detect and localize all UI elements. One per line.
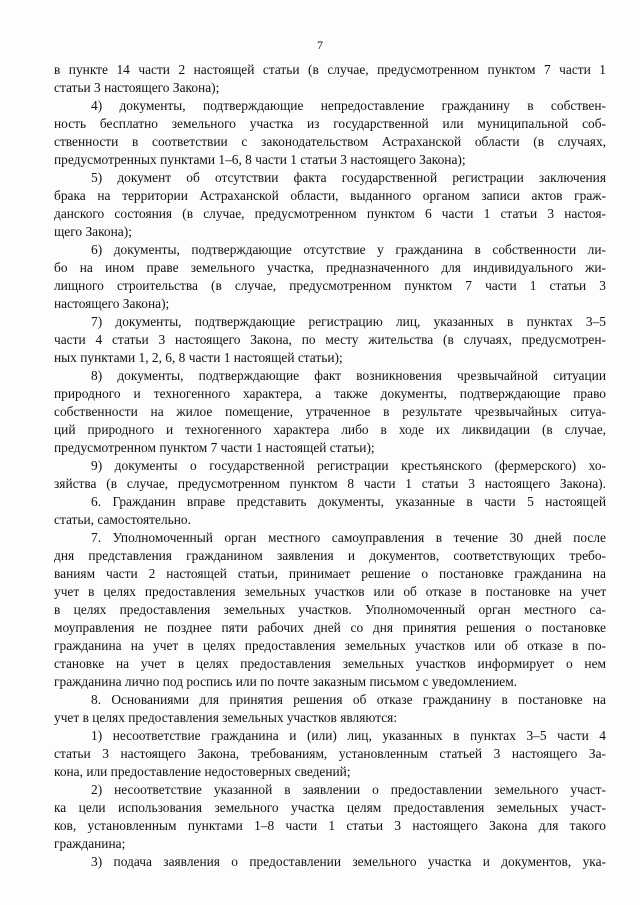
text-line: природного и техногенного характера, а также документы, подтверждающие право [54, 386, 606, 401]
text-line: в пункте 14 части 2 настоящей статьи (в случае, предусмотренном пунктом 7 части 1 [54, 62, 606, 77]
text-line: учет в целях предоставления земельных участков или об отказе в постановке на учет [54, 584, 606, 599]
text-line: ка цели использования земельного участка целям предоставления земельных участ- [54, 800, 606, 815]
text-line: статьи 3 настоящего Закона); [54, 80, 220, 95]
text-line: 6. Гражданин вправе представить документы, указанные в части 5 настоящей [91, 494, 606, 509]
text-line: ность бесплатно земельного участка из государственной или муниципальной соб- [54, 116, 606, 131]
text-line: 8. Основаниями для принятия решения об отказе гражданину в постановке на [91, 692, 606, 707]
text-line: 9) документы о государственной регистрации крестьянского (фермерского) хо- [91, 458, 606, 473]
text-line: 3) подача заявления о предоставлении земельного участка и документов, ука- [91, 854, 606, 869]
page-number: 7 [317, 38, 323, 52]
text-line: дня представления гражданином заявления и документов, соответствующих требо- [54, 548, 606, 563]
text-line: предусмотренных пунктами 1–6, 8 части 1 статьи 3 настоящего Закона); [54, 152, 466, 167]
text-line: части 4 статьи 3 настоящего Закона, по месту жительства (в случаях, предусмотрен- [54, 332, 606, 347]
text-line: 1) несоответствие гражданина и (или) лиц, указанных в пунктах 3–5 части 4 [91, 728, 606, 743]
text-line: бо на ином праве земельного участка, предназначенного для индивидуального жи- [54, 260, 606, 275]
text-line: статьи, самостоятельно. [54, 512, 191, 527]
text-line: зяйства (в случае, предусмотренном пунктом 8 части 1 статьи 3 настоящего Закона). [54, 476, 606, 491]
text-line: 7. Уполномоченный орган местного самоуправления в течение 30 дней после [91, 530, 606, 545]
text-line: гражданина; [54, 836, 126, 851]
text-line: моуправления не позднее пяти рабочих дней со дня принятия решения о постановке [54, 620, 606, 635]
text-line: ственности в соответствии с законодательством Астраханской области (в случаях, [54, 134, 606, 149]
text-line: 7) документы, подтверждающие регистрацию лиц, указанных в пунктах 3–5 [91, 314, 606, 329]
text-line: 5) документ об отсутствии факта государственной регистрации заключения [91, 170, 606, 185]
text-line: становке на учет в целях предоставления земельных участков информирует о нем [54, 656, 606, 671]
text-line: кона, или предоставление недостоверных сведений; [54, 764, 351, 779]
text-line: гражданина лично под роспись или по почте заказным письмом с уведомлением. [54, 674, 518, 689]
text-line: ков, установленным пунктами 1–8 части 1 статьи 3 настоящего Закона для такого [54, 818, 606, 833]
text-line: собственности на жилое помещение, утраченное в результате чрезвычайных ситуа- [54, 404, 606, 419]
text-line: статьи 3 настоящего Закона, требованиям, установленным статьей 3 настоящего За- [54, 746, 606, 761]
text-line: гражданина на учет в целях предоставления земельных участков или об отказе в по- [54, 638, 606, 653]
text-line: 8) документы, подтверждающие факт возникновения чрезвычайной ситуации [91, 368, 606, 383]
text-line: настоящего Закона); [54, 296, 170, 311]
text-line: щего Закона); [54, 224, 132, 239]
text-line: 4) документы, подтверждающие непредоставление гражданину в собствен- [91, 98, 606, 113]
document-body [54, 61, 606, 871]
text-line: ций природного и техногенного характера либо в ходе их ликвидации (в случае, [54, 422, 606, 437]
text-line: предусмотренном пунктом 7 части 1 настоящей статьи); [54, 440, 375, 455]
text-line: ваниям части 2 настоящей статьи, принимает решение о постановке гражданина на [54, 566, 606, 581]
text-line: 6) документы, подтверждающие отсутствие у гражданина в собственности ли- [91, 242, 606, 257]
text-line: учет в целях предоставления земельных участков являются: [54, 710, 398, 725]
text-line: лищного строительства (в случае, предусмотренном пунктом 7 части 1 статьи 3 [54, 278, 606, 293]
text-line: брака на территории Астраханской области, выданного органом записи актов граж- [54, 188, 606, 203]
text-line: ных пунктами 1, 2, 6, 8 части 1 настоящей статьи); [54, 350, 343, 365]
text-line: данского состояния (в случае, предусмотренном пунктом 6 части 1 статьи 3 настоя- [54, 206, 606, 221]
text-line: 2) несоответствие указанной в заявлении о предоставлении земельного участ- [91, 782, 606, 797]
text-line: в целях предоставления земельных участков. Уполномоченный орган местного са- [54, 602, 606, 617]
